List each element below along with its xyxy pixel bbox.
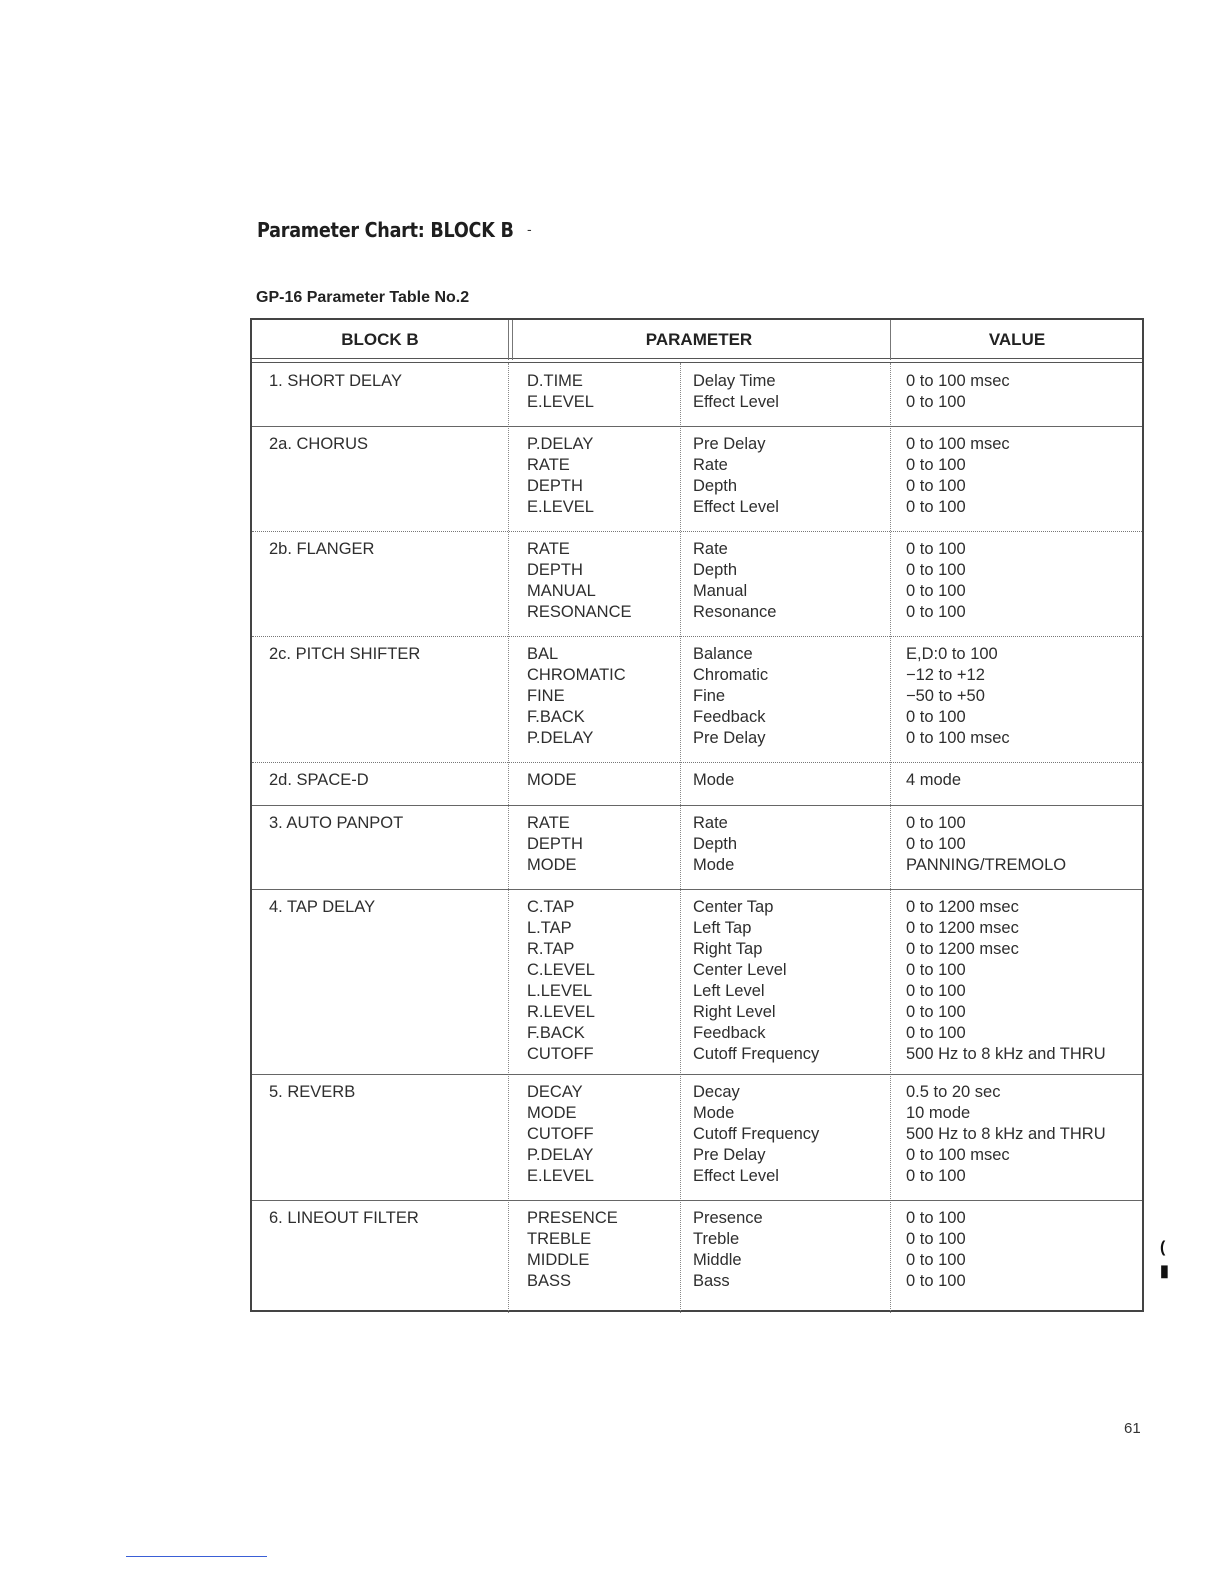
parameter-name: Left Level (693, 982, 765, 1000)
parameter-name-cell (693, 1082, 819, 1187)
block-name-cell (269, 813, 403, 834)
block-name-cell (269, 434, 368, 455)
parameter-value: 0 to 1200 msec (906, 940, 1019, 958)
parameter-value: 0.5 to 20 sec (906, 1083, 1001, 1101)
header-parameter: PARAMETER (645, 330, 753, 349)
parameter-code: C.LEVEL (527, 961, 595, 979)
parameter-name: Manual (693, 582, 748, 600)
parameter-name: Center Level (693, 961, 787, 979)
parameter-code: CUTOFF (527, 1125, 594, 1143)
block-name: 6. LINEOUT FILTER (269, 1209, 419, 1227)
parameter-name: Cutoff Frequency (693, 1045, 820, 1063)
block-name-cell (269, 1082, 355, 1103)
parameter-name: Treble (693, 1230, 740, 1248)
parameter-value-cell (906, 770, 961, 791)
parameter-code: CUTOFF (527, 1045, 594, 1063)
block-name-cell (269, 1208, 419, 1229)
parameter-value: 0 to 100 (906, 708, 966, 726)
parameter-value: 0 to 100 msec (906, 1146, 1010, 1164)
parameter-code: E.LEVEL (527, 393, 594, 411)
parameter-name: Mode (693, 1104, 735, 1122)
parameter-code: MODE (527, 771, 577, 789)
parameter-name: Depth (693, 835, 738, 853)
parameter-value: 0 to 100 (906, 498, 966, 516)
parameter-value-cell (906, 813, 1066, 876)
parameter-code: RESONANCE (527, 603, 632, 621)
parameter-value: 0 to 100 msec (906, 729, 1010, 747)
table-row (252, 636, 1142, 762)
parameter-code: R.LEVEL (527, 1003, 595, 1021)
margin-bracket-mark: ( ▮ (1160, 1239, 1169, 1280)
parameter-code: DEPTH (527, 561, 583, 579)
parameter-code: L.TAP (527, 919, 572, 937)
parameter-name: Mode (693, 856, 735, 874)
parameter-name-cell (693, 770, 734, 791)
parameter-code-cell (527, 897, 595, 1065)
parameter-value: 0 to 100 (906, 456, 966, 474)
parameter-code: D.TIME (527, 372, 583, 390)
parameter-name: Decay (693, 1083, 740, 1101)
parameter-value: 0 to 1200 msec (906, 898, 1019, 916)
parameter-code: CHROMATIC (527, 666, 626, 684)
parameter-value-cell (906, 897, 1106, 1065)
parameter-code: RATE (527, 814, 570, 832)
parameter-name: Bass (693, 1272, 730, 1290)
block-name: 2d. SPACE-D (269, 771, 369, 789)
table-row (252, 762, 1142, 805)
page-number: 61 (1124, 1420, 1141, 1437)
parameter-name-cell (693, 434, 779, 518)
header-value: VALUE (988, 330, 1046, 349)
parameter-name-cell (693, 371, 779, 413)
parameter-code: MANUAL (527, 582, 596, 600)
parameter-value: PANNING/TREMOLO (906, 856, 1067, 874)
table-row (252, 531, 1142, 636)
header-divider-2 (890, 320, 891, 360)
parameter-code: P.DELAY (527, 435, 594, 453)
parameter-code: C.TAP (527, 898, 575, 916)
parameter-name: Rate (693, 814, 728, 832)
parameter-value: −50 to +50 (906, 687, 985, 705)
parameter-value: 0 to 100 msec (906, 372, 1010, 390)
parameter-value-cell (906, 371, 1010, 413)
parameter-code: E.LEVEL (527, 1167, 594, 1185)
title-dash-mark: - (527, 221, 532, 237)
parameter-code-cell (527, 434, 594, 518)
parameter-code: L.LEVEL (527, 982, 593, 1000)
parameter-value-cell (906, 644, 1010, 749)
parameter-code: E.LEVEL (527, 498, 594, 516)
parameter-name: Resonance (693, 603, 777, 621)
parameter-code-cell (527, 1082, 594, 1187)
parameter-code: F.BACK (527, 1024, 585, 1042)
parameter-name: Depth (693, 477, 738, 495)
parameter-name: Right Tap (693, 940, 763, 958)
parameter-value: 0 to 100 (906, 835, 966, 853)
parameter-code: FINE (527, 687, 565, 705)
block-name: 3. AUTO PANPOT (269, 814, 404, 832)
parameter-code-cell (527, 1208, 618, 1292)
parameter-name-cell (693, 644, 768, 749)
parameter-value: 0 to 100 (906, 961, 966, 979)
parameter-name-cell (693, 1208, 763, 1292)
parameter-code: MODE (527, 1104, 577, 1122)
parameter-code: F.BACK (527, 708, 585, 726)
header-divider-1 (508, 320, 509, 360)
parameter-value: 0 to 100 (906, 582, 966, 600)
parameter-name-cell (693, 813, 737, 876)
table-row (252, 889, 1142, 1074)
parameter-name: Rate (693, 456, 728, 474)
parameter-value: 0 to 100 (906, 1003, 966, 1021)
parameter-code: P.DELAY (527, 729, 594, 747)
header-divider-1b (512, 320, 513, 360)
parameter-code: RATE (527, 456, 570, 474)
parameter-name: Rate (693, 540, 728, 558)
parameter-value: 10 mode (906, 1104, 971, 1122)
parameter-value-cell (906, 539, 966, 623)
parameter-name: Right Level (693, 1003, 776, 1021)
parameter-value: 500 Hz to 8 kHz and THRU (906, 1125, 1106, 1143)
header-block: BLOCK B (341, 330, 419, 349)
table-row (252, 426, 1142, 531)
parameter-value: −12 to +12 (906, 666, 985, 684)
parameter-value: 0 to 100 (906, 1024, 966, 1042)
parameter-name-cell (693, 897, 819, 1065)
parameter-code: MIDDLE (527, 1251, 590, 1269)
parameter-name: Mode (693, 771, 735, 789)
parameter-code: DEPTH (527, 477, 583, 495)
parameter-value: 0 to 100 msec (906, 435, 1010, 453)
block-name: 1. SHORT DELAY (269, 372, 402, 390)
parameter-code-cell (527, 644, 626, 749)
parameter-name: Effect Level (693, 1167, 779, 1185)
block-name-cell (269, 539, 374, 560)
parameter-code: R.TAP (527, 940, 575, 958)
parameter-name: Center Tap (693, 898, 774, 916)
block-name-cell (269, 371, 402, 392)
parameter-name: Feedback (693, 708, 766, 726)
parameter-code: TREBLE (527, 1230, 592, 1248)
parameter-value: 0 to 100 (906, 540, 966, 558)
block-name-cell (269, 897, 375, 918)
parameter-code-cell (527, 770, 577, 791)
parameter-value-cell (906, 1082, 1106, 1187)
parameter-value: 0 to 100 (906, 1230, 966, 1248)
parameter-code: DEPTH (527, 835, 583, 853)
block-name: 4. TAP DELAY (269, 898, 376, 916)
parameter-name: Pre Delay (693, 729, 766, 747)
parameter-name: Pre Delay (693, 435, 766, 453)
parameter-value: 0 to 100 (906, 477, 966, 495)
parameter-name: Left Tap (693, 919, 752, 937)
parameter-table (250, 318, 1144, 1312)
table-row (252, 1200, 1142, 1313)
block-name: 5. REVERB (269, 1083, 356, 1101)
parameter-name: Delay Time (693, 372, 776, 390)
parameter-code-cell (527, 539, 632, 623)
header-rule-upper (252, 358, 1142, 359)
parameter-name: Balance (693, 645, 753, 663)
block-name-cell (269, 770, 369, 791)
parameter-value: 0 to 100 (906, 393, 966, 411)
parameter-name: Pre Delay (693, 1146, 766, 1164)
parameter-code: BASS (527, 1272, 572, 1290)
parameter-value: 500 Hz to 8 kHz and THRU (906, 1045, 1106, 1063)
parameter-name: Feedback (693, 1024, 766, 1042)
parameter-value: 0 to 100 (906, 1251, 966, 1269)
block-name: 2c. PITCH SHIFTER (269, 645, 421, 663)
block-name: 2a. CHORUS (269, 435, 369, 453)
page-title: Parameter Chart: BLOCK B (257, 218, 514, 242)
parameter-code: BAL (527, 645, 559, 663)
parameter-value: 4 mode (906, 771, 962, 789)
parameter-value-cell (906, 434, 1010, 518)
parameter-code: RATE (527, 540, 570, 558)
parameter-value: 0 to 100 (906, 603, 966, 621)
parameter-code: MODE (527, 856, 577, 874)
block-name-cell (269, 644, 420, 665)
table-caption: GP-16 Parameter Table No.2 (256, 289, 470, 306)
parameter-code-cell (527, 371, 594, 413)
parameter-value: 0 to 100 (906, 1272, 966, 1290)
table-row (252, 363, 1142, 426)
parameter-name: Cutoff Frequency (693, 1125, 820, 1143)
parameter-name: Depth (693, 561, 738, 579)
parameter-name: Effect Level (693, 393, 779, 411)
parameter-value: 0 to 100 (906, 1209, 966, 1227)
parameter-value: 0 to 100 (906, 814, 966, 832)
table-row (252, 805, 1142, 889)
footer-rule (126, 1556, 267, 1557)
table-row (252, 1074, 1142, 1200)
parameter-code: DECAY (527, 1083, 583, 1101)
parameter-value: 0 to 100 (906, 1167, 966, 1185)
parameter-value: 0 to 100 (906, 561, 966, 579)
block-name: 2b. FLANGER (269, 540, 375, 558)
parameter-name-cell (693, 539, 776, 623)
parameter-value-cell (906, 1208, 966, 1292)
parameter-name: Presence (693, 1209, 763, 1227)
parameter-name: Chromatic (693, 666, 769, 684)
parameter-name: Middle (693, 1251, 742, 1269)
parameter-code: P.DELAY (527, 1146, 594, 1164)
parameter-code: PRESENCE (527, 1209, 618, 1227)
parameter-name: Effect Level (693, 498, 779, 516)
parameter-value: 0 to 1200 msec (906, 919, 1019, 937)
parameter-name: Fine (693, 687, 726, 705)
parameter-code-cell (527, 813, 583, 876)
parameter-value: E,D:0 to 100 (906, 645, 998, 663)
parameter-value: 0 to 100 (906, 982, 966, 1000)
